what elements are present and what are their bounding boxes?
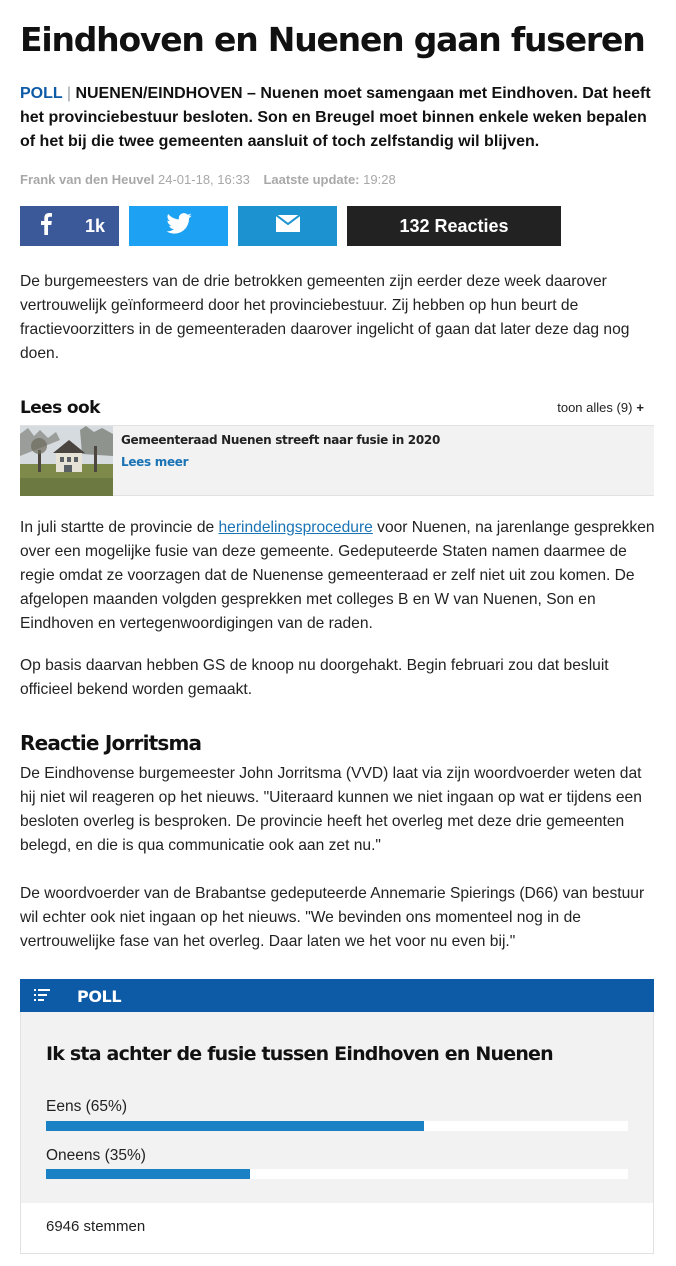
toon-alles-label: toon alles — [557, 400, 613, 415]
subheading-reactie: Reactie Jorritsma — [20, 731, 202, 755]
poll-widget — [20, 979, 654, 1254]
poll-option-bar-fill — [46, 1121, 424, 1131]
related-article-card[interactable] — [20, 425, 654, 496]
update-time: 19:28 — [363, 172, 396, 187]
poll-option-label: Eens (65%) — [46, 1098, 127, 1115]
twitter-icon — [166, 213, 192, 239]
lees-meer-link[interactable]: Lees meer — [121, 455, 189, 469]
poll-option-bar-fill — [46, 1169, 250, 1179]
facebook-share-count: 1k — [84, 215, 105, 236]
body-paragraph-3: Op basis daarvan hebben GS de knoop nu doorgehakt. Begin februari zou dat besluit officieel bekend worden gemaakt. — [20, 657, 609, 698]
byline — [20, 172, 396, 187]
body-paragraph-4: De Eindhovense burgemeester John Jorritsma (VVD) laat via zijn woordvoerder weten dat hij niet wil reageren op het nieuws. "Uiteraard kunnen we niet ingaan op wat er tijdens een besloten overleg is besproken. De provincie heeft het overleg met deze drie gemeenten belegd, en die is qua communicatie ook aan zet nu." — [20, 765, 642, 854]
publish-date: 24-01-18, 16:33 — [158, 172, 250, 187]
toon-alles-count: (9) — [616, 400, 633, 415]
poll-option-bar[interactable] — [46, 1121, 628, 1131]
article-intro — [20, 82, 660, 154]
twitter-share-button[interactable] — [129, 206, 228, 246]
facebook-icon — [40, 213, 52, 240]
reacties-button[interactable]: 132 Reacties — [347, 206, 561, 246]
email-share-button[interactable] — [238, 206, 337, 246]
facebook-share-button[interactable] — [20, 206, 119, 246]
mail-icon — [276, 215, 300, 237]
body-paragraph-2 — [20, 516, 660, 636]
paragraph-2-end: voor Nuenen, na jarenlange gesprekken over een mogelijke fusie van deze gemeente. Gedeputeerde Staten namen daarmee de regie omdat ze voorzagen dat de Nuenense gemeenteraad er zelf niet uit zou komen. De afgelopen maanden volgden gesprekken met colleges B en W van Nuenen, Son en Eindhoven en vertegenwoordigingen van de raden. — [20, 519, 655, 632]
poll-vote-count: 6946 stemmen — [46, 1218, 146, 1235]
author-name: Frank van den Heuvel — [20, 172, 155, 187]
poll-question: Ik sta achter de fusie tussen Eindhoven en Nuenen — [46, 1043, 553, 1065]
list-icon — [34, 988, 50, 1007]
body-paragraph-5: De woordvoerder van de Brabantse gedeputeerde Annemarie Spierings (D66) van bestuur wil echter ook niet ingaan op het nieuws. "We bevinden ons momenteel nog in de vertrouwelijke fase van het overleg. Daar laten we het voor nu even bij." — [20, 885, 645, 950]
related-article-thumbnail — [20, 426, 113, 496]
poll-body — [21, 1012, 653, 1203]
herindelingsprocedure-link[interactable]: herindelingsprocedure — [218, 519, 373, 536]
update-label: Laatste update: — [263, 172, 360, 187]
plus-icon: + — [636, 400, 644, 415]
paragraph-2-start: In juli startte de provincie de — [20, 519, 219, 536]
article-title: Eindhoven en Nuenen gaan fuseren — [20, 20, 645, 59]
toon-alles-link[interactable] — [557, 400, 644, 415]
poll-header — [20, 979, 654, 1012]
poll-option-bar[interactable] — [46, 1169, 628, 1179]
poll-header-label: POLL — [77, 987, 122, 1006]
body-paragraph-1: De burgemeesters van de drie betrokken gemeenten zijn eerder deze week daarover vertrouwelijk geïnformeerd door het provinciebestuur. Zij hebben op hun beurt de fractievoorzitters in de gemeenteraden daarover ingelicht of gaan dat later deze dag nog doen. — [20, 273, 630, 362]
poll-option-label: Oneens (35%) — [46, 1147, 146, 1164]
kicker-separator: | — [66, 85, 71, 102]
poll-kicker[interactable]: POLL — [20, 85, 63, 102]
lees-ook-header — [20, 398, 654, 422]
lees-ook-title: Lees ook — [20, 398, 100, 418]
intro-text: NUENEN/EINDHOVEN – Nuenen moet samengaan met Eindhoven. Dat heeft het provinciebestuur besloten. Son en Breugel moet binnen enkele weken bepalen of het bij die twee gemeenten aansluit of toch zelfstandig wil blijven. — [20, 85, 651, 150]
related-article-title[interactable]: Gemeenteraad Nuenen streeft naar fusie in 2020 — [121, 433, 441, 447]
